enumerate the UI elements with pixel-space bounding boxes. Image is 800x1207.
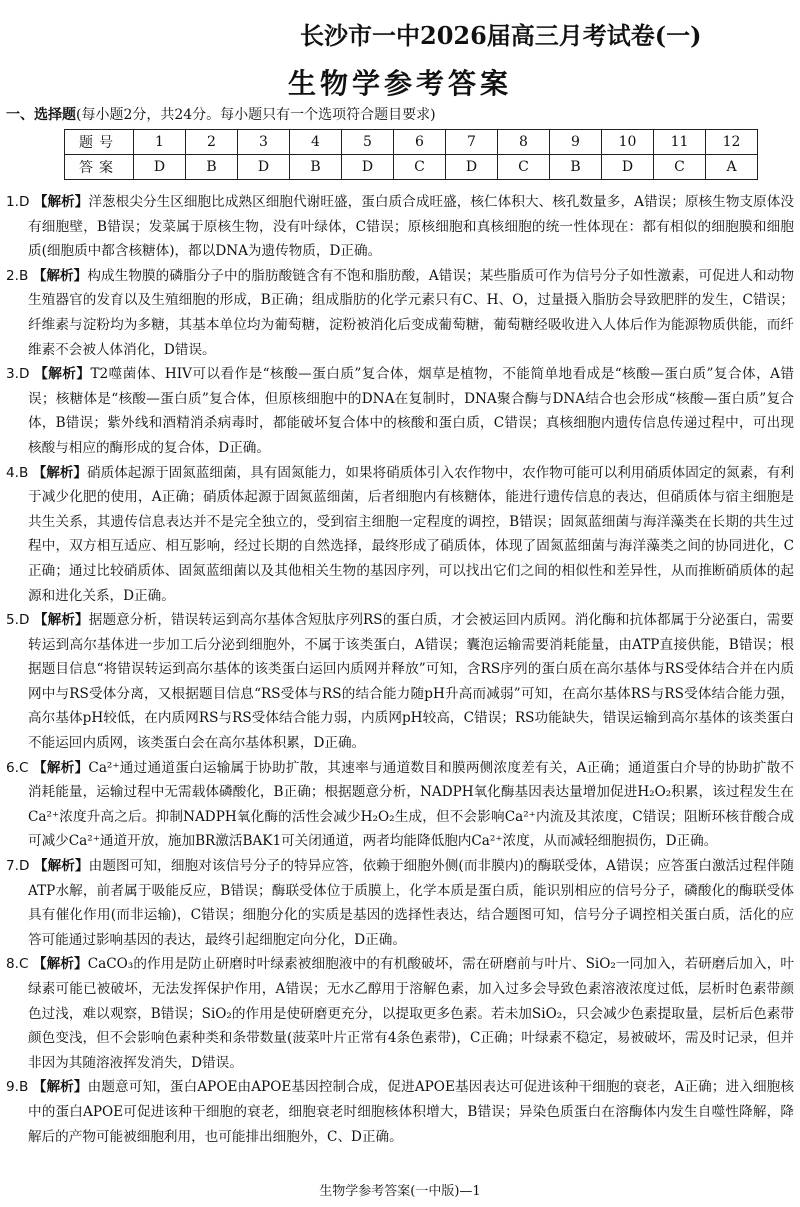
section-note: (每小题2分，共24分。每小题只有一个选项符合题目要求) bbox=[76, 107, 436, 123]
question-number: 10 bbox=[602, 130, 654, 155]
answer-cell: B bbox=[550, 155, 602, 180]
document-title: 生物学参考答案 bbox=[287, 67, 512, 100]
analysis-item bbox=[6, 190, 794, 264]
item-text: T2噬菌体、HIV可以看作是“核酸—蛋白质”复合体，烟草是植物，不能简单地看成是“核酸—蛋白质”复合体，A错误；核糖体是“核酸—蛋白质”复合体，但原核细胞中的DNA在复制时，DNA聚合酶与DNA结合也会形成“核酸—蛋白质”复合体，B错误；紫外线和酒精消杀病毒时，都能破坏复合体中的核酸和蛋白质，C错误；真核细胞内遗传信息传递过程中，可出现核酸与相应的酶形成的复合体，D正确。 bbox=[28, 366, 795, 456]
analysis-tag: 【解析】 bbox=[33, 194, 89, 210]
item-number: 8.C bbox=[6, 956, 29, 973]
analysis-tag: 【解析】 bbox=[32, 956, 88, 973]
answer-cell: C bbox=[394, 155, 446, 180]
question-number: 4 bbox=[290, 130, 342, 155]
section-heading bbox=[6, 104, 436, 124]
answer-cell: C bbox=[498, 155, 550, 180]
analysis-list bbox=[6, 190, 794, 1149]
answer-cell: D bbox=[134, 155, 186, 180]
item-number: 5.D bbox=[6, 612, 30, 629]
analysis-tag: 【解析】 bbox=[32, 1079, 88, 1096]
analysis-tag: 【解析】 bbox=[32, 464, 88, 481]
item-number: 4.B bbox=[6, 464, 29, 481]
item-number: 2.B bbox=[6, 267, 29, 284]
analysis-item bbox=[6, 608, 794, 756]
answer-cell: D bbox=[238, 155, 290, 180]
item-text: CaCO₃的作用是防止研磨时叶绿素被细胞液中的有机酸破坏，需在研磨前与叶片、SiO₂一同加入，若研磨后加入，叶绿素可能已被破坏，无法发挥保护作用，A错误；无水乙醇用于溶解色素，加入过多会导致色素溶液浓度过低，层析时色素带颜色过浅，难以观察，B错误；SiO₂的作用是使研磨更充分，以提取更多色素。若未加SiO₂，只会减少色素提取量，层析后色素带颜色变浅，但不会影响色素种类和条带数量(菠菜叶片正常有4条色素带)，C正确；叶绿素不稳定，易被破坏，需及时记录，但并非因为其随溶液挥发消失，D错误。 bbox=[28, 956, 794, 1071]
item-text: 由题意可知，蛋白APOE由APOE基因控制合成，促进APOE基因表达可促进该种干细胞的衰老，A正确；进入细胞核中的蛋白APOE可促进该种干细胞的衰老，细胞衰老时细胞核体积增大，B错误；异染色质蛋白在溶酶体内发生自噬性降解，降解后的产物可能被细胞利用，也可能排出细胞外，C、D正确。 bbox=[28, 1079, 794, 1145]
analysis-tag: 【解析】 bbox=[33, 858, 89, 875]
analysis-item bbox=[6, 362, 794, 460]
analysis-item bbox=[6, 264, 794, 362]
item-text: 构成生物膜的磷脂分子中的脂肪酸链含有不饱和脂肪酸，A错误；某些脂质可作为信号分子如性激素，可促进人和动物生殖器官的发育以及生殖细胞的形成，B正确；组成脂肪的化学元素只有C、H、O，过量摄入脂肪会导致肥胖的发生，C错误；纤维素与淀粉均为多糖，其基本单位均为葡萄糖，淀粉被消化后变成葡萄糖，葡萄糖经吸收进入人体后作为能源物质供能，而纤维素不会被人体消化，D错误。 bbox=[28, 267, 794, 358]
question-number: 9 bbox=[550, 130, 602, 155]
item-text: 洋葱根尖分生区细胞比成熟区细胞代谢旺盛，蛋白质合成旺盛，核仁体积大、核孔数量多，A错误；原核生物支原体没有细胞壁，B错误；发菜属于原核生物，没有叶绿体，C错误；原核细胞和真核细胞的统一性体现在：都有相似的细胞膜和细胞质(细胞质中都含核糖体)，都以DNA为遗传物质，D正确。 bbox=[28, 194, 794, 260]
analysis-item bbox=[6, 952, 794, 1075]
question-number: 11 bbox=[654, 130, 706, 155]
item-text: Ca²⁺通过通道蛋白运输属于协助扩散，其速率与通道数目和膜两侧浓度差有关，A正确；通道蛋白介导的协助扩散不消耗能量，运输过程中无需载体磷酸化，B正确；根据题意分析，NADPH氧化酶基因表达量增加促进H₂O₂积累，该过程发生在Ca²⁺浓度升高之后。抑制NADPH氧化酶的活性会减少H₂O₂生成，但不会影响Ca²⁺内流及其浓度，C错误；阻断环核苷酸合成可减少Ca²⁺通道开放，施加BR激活BAK1可关闭通道，两者均能降低胞内Ca²⁺浓度，从而减轻细胞损伤，D正确。 bbox=[28, 759, 795, 850]
answer-cell: D bbox=[342, 155, 394, 180]
question-number: 8 bbox=[498, 130, 550, 155]
row-label-answer: 答案 bbox=[65, 155, 134, 180]
answer-table bbox=[64, 129, 758, 180]
item-text: 据题意分析，错误转运到高尔基体含短肽序列RS的蛋白质，才会被运回内质网。消化酶和抗体都属于分泌蛋白，需要转运到高尔基体进一步加工后分泌到细胞外，不属于该类蛋白，A错误；囊泡运输需要消耗能量，由ATP直接供能，B错误；根据题目信息“将错误转运到高尔基体的该类蛋白运回内质网并释放”可知，含RS序列的蛋白质在高尔基体与RS受体结合并在内质网中与RS受体分离，又根据题目信息“RS受体与RS的结合能力随pH升高而减弱”可知，在高尔基体RS与RS受体结合能力强，高尔基体pH较低，在内质网RS与RS受体结合能力弱，内质网pH较高，C错误；RS功能缺失，错误运输到高尔基体的该类蛋白不能运回内质网，该类蛋白会在高尔基体积累，D正确。 bbox=[28, 612, 795, 752]
answer-cell: D bbox=[602, 155, 654, 180]
answer-table-answer-row bbox=[65, 155, 758, 180]
item-text: 硝质体起源于固氮蓝细菌，具有固氮能力，如果将硝质体引入农作物中，农作物可能可以利用硝质体固定的氮素，有利于减少化肥的使用，A正确；硝质体起源于固氮蓝细菌，后者细胞内有核糖体，能进行遗传信息的表达，但硝质体与宿主细胞是共生关系，其遗传信息表达并不是完全独立的，受到宿主细胞一定程度的调控，B错误；固氮蓝细菌与海洋藻类在长期的共生过程中，双方相互适应、相互影响，经过长期的自然选择，最终形成了硝质体，体现了固氮蓝细菌与海洋藻类之间的协同进化，C正确；通过比较硝质体、固氮蓝细菌以及其他相关生物的基因序列，可以找出它们之间的相似性和差异性，从而推断硝质体的起源和进化关系，D正确。 bbox=[28, 464, 795, 604]
question-number: 1 bbox=[134, 130, 186, 155]
item-number: 9.B bbox=[6, 1079, 29, 1096]
answer-cell: B bbox=[290, 155, 342, 180]
analysis-tag: 【解析】 bbox=[33, 759, 89, 776]
question-number: 5 bbox=[342, 130, 394, 155]
analysis-item bbox=[6, 854, 794, 952]
exam-title: 长沙市一中2026届高三月考试卷(一) bbox=[300, 21, 702, 50]
item-number: 3.D bbox=[6, 366, 30, 383]
analysis-tag: 【解析】 bbox=[33, 612, 89, 629]
item-number: 7.D bbox=[6, 858, 30, 875]
item-number: 1.D bbox=[6, 194, 30, 210]
analysis-item bbox=[6, 1075, 794, 1149]
analysis-tag: 【解析】 bbox=[34, 366, 91, 383]
analysis-tag: 【解析】 bbox=[32, 267, 88, 284]
page-footer: 生物学参考答案(一中版)—1 bbox=[319, 1184, 481, 1199]
answer-table-number-row bbox=[65, 130, 758, 155]
section-title: 一、选择题 bbox=[6, 107, 76, 123]
question-number: 6 bbox=[394, 130, 446, 155]
question-number: 2 bbox=[186, 130, 238, 155]
analysis-item bbox=[6, 756, 794, 854]
analysis-item bbox=[6, 461, 794, 609]
question-number: 7 bbox=[446, 130, 498, 155]
row-label-number: 题号 bbox=[65, 130, 134, 155]
question-number: 3 bbox=[238, 130, 290, 155]
item-text: 由题图可知，细胞对该信号分子的特异应答，依赖于细胞外侧(而非膜内)的酶联受体，A错误；应答蛋白激活过程伴随ATP水解，前者属于吸能反应，B错误；酶联受体位于质膜上，化学本质是蛋白质，能识别相应的信号分子，磷酸化的酶联受体具有催化作用(而非运输)，C错误；细胞分化的实质是基因的选择性表达，结合题图可知，信号分子调控相关蛋白质，活化的应答可能通过影响基因的表达，最终引起细胞定向分化，D正确。 bbox=[28, 858, 795, 948]
answer-cell: C bbox=[654, 155, 706, 180]
answer-cell: D bbox=[446, 155, 498, 180]
item-number: 6.C bbox=[6, 759, 29, 776]
answer-cell: A bbox=[706, 155, 758, 180]
answer-cell: B bbox=[186, 155, 238, 180]
question-number: 12 bbox=[706, 130, 758, 155]
